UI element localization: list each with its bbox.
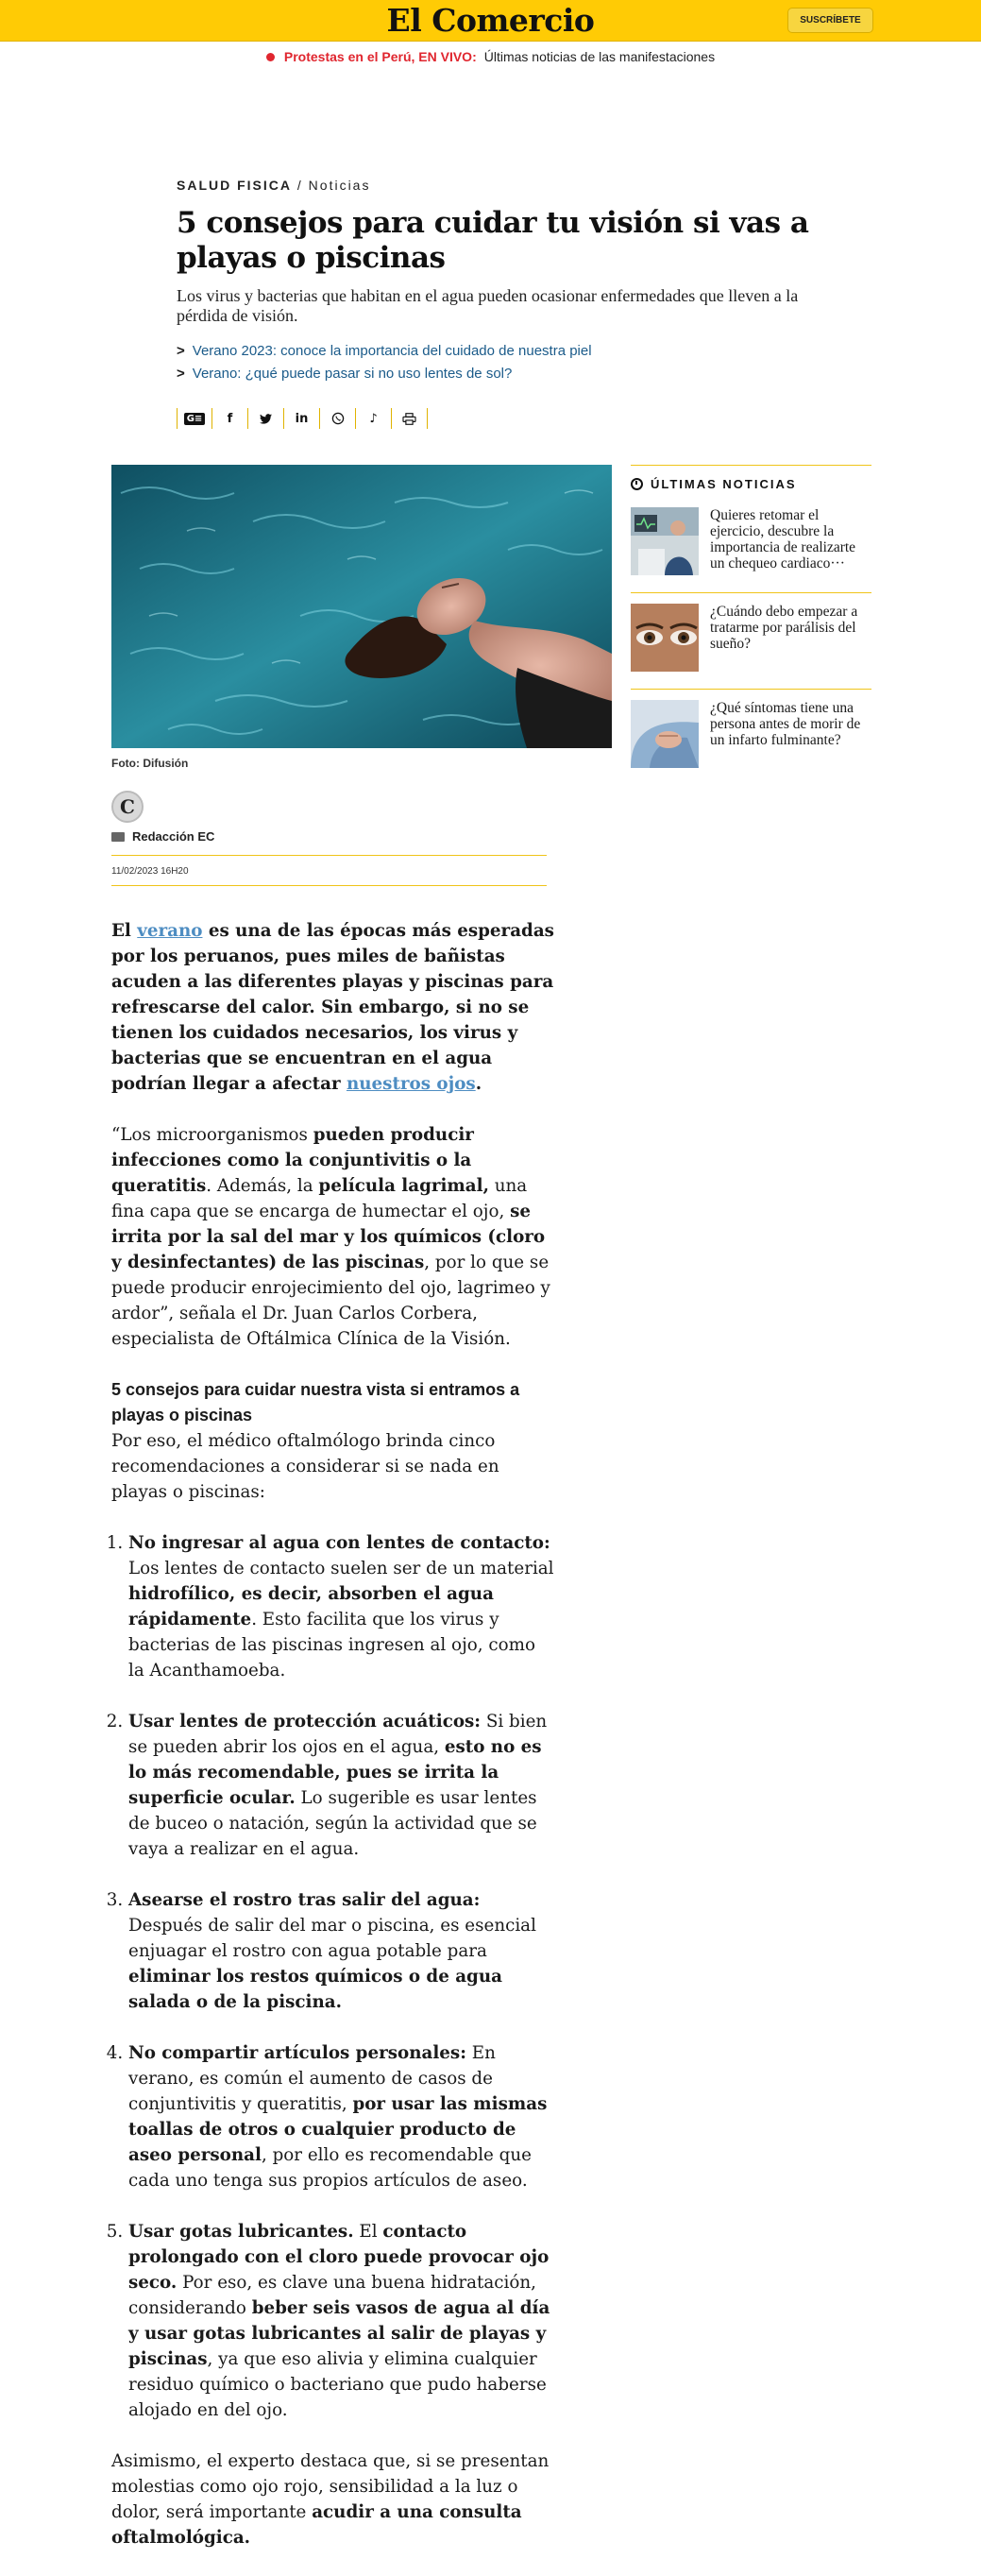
share-bar xyxy=(177,408,428,429)
chevron-right-icon: > xyxy=(177,366,185,382)
sidebar-divider xyxy=(631,592,871,593)
breaking-news-text[interactable]: Últimas noticias de las manifestaciones xyxy=(483,49,716,64)
tips-list xyxy=(111,1530,555,2423)
related-link[interactable] xyxy=(177,343,800,359)
article-deck: Los virus y bacterias que habitan en el agua pueden ocasionar enfermedades que lleven a la pérdida de visión. xyxy=(177,286,799,325)
article-body xyxy=(111,918,555,2576)
related-link-label[interactable]: Verano: ¿qué puede pasar si no uso lentes de sol? xyxy=(192,366,513,382)
top-header xyxy=(0,0,981,42)
sidebar-heading xyxy=(631,477,797,491)
sidebar-news-item[interactable] xyxy=(631,507,871,575)
sidebar-divider xyxy=(631,689,871,690)
breadcrumb-section[interactable]: SALUD FISICA xyxy=(177,178,292,193)
sidebar-news-item[interactable] xyxy=(631,700,871,768)
author-name[interactable]: Redacción EC xyxy=(132,829,215,844)
whatsapp-glyph xyxy=(331,412,345,425)
article-title: 5 consejos para cuidar tu visión si vas a playas o piscinas xyxy=(177,206,809,275)
paragraph: Asimismo, el experto destaca que, si se presentan molestias como ojo rojo, sensibilidad a la luz o dolor, será importante acudir a una consulta oftalmológica. xyxy=(111,2451,550,2548)
swimming-pool-woman-photo xyxy=(111,465,612,748)
hero-image xyxy=(111,465,612,748)
author-avatar[interactable]: C xyxy=(111,791,144,823)
sidebar-divider xyxy=(631,465,871,466)
breaking-news-bar[interactable] xyxy=(0,42,981,72)
list-item: 3. Asearse el rostro tras salir del agua: Después de salir del mar o piscina, es esencial enjuagar el rostro con agua potable para eliminar los restos químicos o de agua salada o de la piscina. xyxy=(128,1887,555,2015)
breadcrumb-separator: / xyxy=(292,178,309,193)
subscribe-button[interactable]: SUSCRÍBETE xyxy=(787,8,873,33)
divider xyxy=(111,855,547,856)
live-dot-icon xyxy=(266,53,275,61)
cardiac-checkup-thumbnail xyxy=(631,507,699,575)
related-link[interactable] xyxy=(177,366,800,382)
sidebar-news-title[interactable]: ¿Qué síntomas tiene una persona antes de morir de un infarto fulminante? xyxy=(710,700,861,748)
heart-attack-thumbnail xyxy=(631,700,699,768)
divider xyxy=(111,885,547,886)
sleep-paralysis-eyes-thumbnail xyxy=(631,604,699,672)
sidebar-news-title[interactable]: ¿Cuándo debo empezar a tratarme por parálisis del sueño? xyxy=(710,604,858,652)
twitter-icon[interactable] xyxy=(248,408,284,429)
google-news-glyph: G≡ xyxy=(184,413,206,425)
mail-icon xyxy=(111,832,125,842)
paragraph: “Los microorganismos pueden producir infecciones como la conjuntivitis o la queratitis. Además, la película lagrimal, una fina capa que se encarga de humectar el ojo, se irrita por la sal del mar y los químicos (cloro y desinfectantes) de las piscinas, por lo que se puede producir enrojecimiento del ojo, lagrimeo y ardor”, señala el Dr. Juan Carlos Corbera, especialista de Oftálmica Clínica de la Visión. xyxy=(111,1125,550,1349)
list-item: 1. No ingresar al agua con lentes de contacto: Los lentes de contacto suelen ser de un material hidrofílico, es decir, absorben el agua rápidamente. Esto facilita que los virus y bacterias de las piscinas ingresen al ojo, como la Acanthamoeba. xyxy=(128,1530,555,1683)
twitter-glyph xyxy=(260,414,272,424)
whatsapp-icon[interactable] xyxy=(320,408,356,429)
breadcrumb-subsection[interactable]: Noticias xyxy=(308,178,371,193)
chevron-right-icon: > xyxy=(177,343,185,359)
paragraph: El verano es una de las épocas más esperadas por los peruanos, pues miles de bañistas acuden a las diferentes playas y piscinas para refrescarse del calor. Sin embargo, si no se tienen los cuidados necesarios, los virus y bacterias que se encuentran en el agua podrían llegar a afectar nuestros ojos. xyxy=(111,921,554,1094)
photo-caption: Foto: Difusión xyxy=(111,757,189,770)
sidebar-heading-label: ÚLTIMAS NOTICIAS xyxy=(651,477,797,491)
print-glyph xyxy=(402,413,416,425)
facebook-icon[interactable]: f xyxy=(212,408,248,429)
clock-icon xyxy=(631,478,643,490)
publish-date: 11/02/2023 16H20 xyxy=(111,866,189,877)
section xyxy=(111,1377,555,1505)
sidebar-news-title[interactable]: Quieres retomar el ejercicio, descubre la importancia de realizarte un chequeo cardiaco··· xyxy=(710,507,856,571)
inline-link[interactable]: verano xyxy=(137,921,203,941)
list-item: 4. No compartir artículos personales: En verano, es común el aumento de casos de conjuntivitis y queratitis, por usar las mismas toallas de otros o cualquier producto de aseo personal, por ello es recomendable que cada uno tenga sus propios artículos de aseo. xyxy=(128,2040,555,2193)
sidebar-news-item[interactable] xyxy=(631,604,871,672)
author-byline[interactable] xyxy=(111,829,214,844)
breadcrumb xyxy=(177,178,370,193)
linkedin-icon[interactable]: in xyxy=(284,408,320,429)
inline-link[interactable]: nuestros ojos xyxy=(346,1074,476,1094)
section-heading: 5 consejos para cuidar nuestra vista si entramos a playas o piscinas xyxy=(111,1380,520,1424)
related-link-label[interactable]: Verano 2023: conoce la importancia del cuidado de nuestra piel xyxy=(192,343,592,359)
google-news-icon[interactable] xyxy=(177,408,212,429)
paragraph: Por eso, el médico oftalmólogo brinda cinco recomendaciones a considerar si se nada en playas o piscinas: xyxy=(111,1431,499,1502)
list-item: 2. Usar lentes de protección acuáticos: Si bien se pueden abrir los ojos en el agua, esto no es lo más recomendable, pues se irrita la superficie ocular. Lo sugerible es usar lentes de buceo o natación, según la actividad que se vaya a realizar en el agua. xyxy=(128,1709,555,1862)
tiktok-icon[interactable]: ♪ xyxy=(356,408,392,429)
print-icon[interactable] xyxy=(392,408,428,429)
list-item: 5. Usar gotas lubricantes. El contacto prolongado con el cloro puede provocar ojo seco. Por eso, es clave una buena hidratación, considerando beber seis vasos de agua al día y usar gotas lubricantes al salir de playas y piscinas, ya que eso alivia y elimina cualquier residuo químico o bacteriano que pudo haberse alojado en del ojo. xyxy=(128,2219,555,2423)
site-logo[interactable]: El Comercio xyxy=(386,2,595,39)
breaking-news-label[interactable]: Protestas en el Perú, EN VIVO: xyxy=(283,49,477,64)
